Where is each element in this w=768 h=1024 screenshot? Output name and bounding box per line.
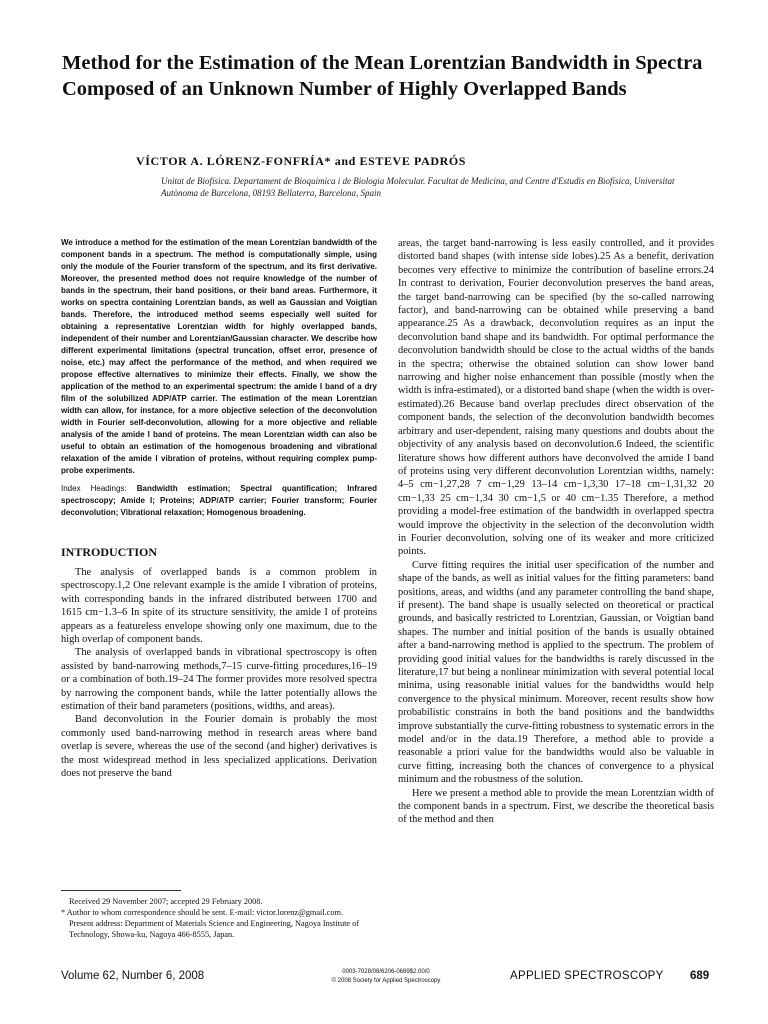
footnote-correspondence: * Author to whom correspondence should be sent. E-mail: victor.lorenz@gmail.com. Present address: Department of Materials Science and Engineering, Nagoya Institute of Technology, Showa-ku, Nagoya 466-8555, Japan.: [61, 908, 360, 939]
footer-copyright: © 2008 Society for Applied Spectroscopy: [331, 978, 441, 984]
body-paragraph: The analysis of overlapped bands is a common problem in spectroscopy.1,2 One relevant example is the amide I vibration of proteins, with corresponding bands in the infrared distributed between 1700 and 1615 cm−1.3–6 In spite of its structure sensitivity, the amide I of proteins appears as a featureless envelope showing only one maximum, due to the high overlap of component bands.: [61, 567, 377, 646]
footnotes: [61, 896, 361, 940]
footer-doi-block: [316, 968, 456, 986]
footnote-received: Received 29 November 2007; accepted 29 February 2008.: [69, 897, 263, 906]
footer-volume: Volume 62, Number 6, 2008: [61, 970, 205, 982]
body-paragraph: The analysis of overlapped bands in vibrational spectroscopy is often assisted by band-narrowing methods,7–15 curve-fitting procedures,16–19 or a combination of both.19–24 The former provides more resolved spectra by narrowing the component bands, while the latter potentially allows the estimation of their band parameters (positions, widths, and areas).: [61, 647, 377, 713]
left-column: [61, 237, 377, 781]
index-headings: [61, 483, 377, 519]
body-paragraph: Curve fitting requires the initial user specification of the number and shape of the bands, as well as initial values for the fitting parameters: band positions, areas, and widths (and any parameter controlling the band shape, if present). The band shape is usually selected on theoretical or practical grounds, and basically restricted to Lorentzian, Gaussian, or Voigtian band shapes. The number and initial position of the bands is usually obtained after a band-narrowing method is applied to the spectrum. The problem of providing good initial values for the bandwidths is rarely discussed in the literature,17 but being a nonlinear minimization with several potential local minima, using reasonable initial values for the bandwidths would help convergence to the physical minimum. Moreover, recent results show how probabilistic constrains in both the band positions and the bandwidths improve substantially the curve-fitting robustness to systematic errors in the model and/or in the data.19 Therefore, a method able to provide a reasonable a priori value for the bandwidths would also be valuable in curve fitting, increasing both the chances of convergence to a physical minimum and the robustness of the solution.: [398, 559, 714, 786]
index-headings-text: Bandwidth estimation; Spectral quantification; Infrared spectroscopy; Amide I; Proteins; ADP/ATP carrier; Fourier transform; Fourier deconvolution; Vibrational relaxation; Homogenous broadening.: [61, 484, 377, 517]
abstract: We introduce a method for the estimation of the mean Lorentzian bandwidth of the component bands in a spectrum. The method is computationally simple, using only the module of the Fourier transform of the spectrum, and its first derivative. Moreover, the presented method does not require knowledge of the number of bands in the spectrum, their band positions, or their band areas. Furthermore, it works on spectra containing Lorentzian bands, as well as Gaussian and Voigtian bands. Therefore, the introduced method seems especially well suited for obtaining a representative Lorentzian width for highly overlapped bands, independent of their number and Lorentzian/Gaussian character. We describe how different experimental limitations (spectral truncation, offset error, presence of noise, etc.) may affect the performance of the method, and when required we propose effective alternatives to minimize their effects. Finally, we show the application of the method to an experimental spectrum: the amide I band of a dry film of the solubilized ADP/ATP carrier. The estimation of the mean Lorentzian width can allow, for instance, for a more objective selection of the deconvolution width in Fourier self-deconvolution, allowing for a more objective and reliable analysis of the amide I band of proteins. The mean Lorentzian width can also be useful to obtain an estimation of the homogenous broadening and vibrational relaxation of the amide I vibration of proteins, without requiring complex pump-probe experiments.: [61, 238, 377, 475]
author-line: VÍCTOR A. LÓRENZ-FONFRÍA* and ESTEVE PADRÓS: [136, 154, 467, 168]
body-paragraph: Here we present a method able to provide the mean Lorentzian width of the component bands in a spectrum. First, we describe the theoretical basis of the method and then: [398, 787, 714, 826]
right-column: [398, 237, 714, 827]
footer-journal: APPLIED SPECTROSCOPY: [510, 970, 664, 982]
footer-doi: 0003-7028/08/6206-0689$2.00/0: [342, 969, 430, 975]
affiliation: Unitat de Biofísica. Departament de Bioquímica i de Biologia Molecular. Facultat de Medicina, and Centre d'Estudis en Biofísica, Universitat Autònoma de Barcelona, 08193 Bellaterra, Barcelona, Spain: [161, 176, 675, 198]
footnote-divider: [61, 890, 181, 891]
body-paragraph: Band deconvolution in the Fourier domain is probably the most commonly used band-narrowing method in research areas where band overlap is severe, whereas the use of the second (and higher) derivatives is the most widespread method in less specialized applications. Derivation does not preserve the band: [61, 714, 377, 780]
footer-page-number: 689: [690, 970, 710, 982]
article-title: Method for the Estimation of the Mean Lorentzian Bandwidth in Spectra Composed of an Unknown Number of Highly Overlapped Bands: [62, 52, 703, 100]
index-headings-label: Index Headings:: [61, 484, 127, 493]
body-paragraph: areas, the target band-narrowing is less easily controlled, and it provides distorted band shapes (with intense side lobes).25 As a benefit, derivation becomes very effective to minimize the contribution of baseline errors.24 In contrast to derivation, Fourier deconvolution preserves the band areas, the target band-narrowing can be specified (by the so-called narrowing factor), and band-narrowing can be obtained while preserving a band appearance.25 As a drawback, deconvolution requires as an input the deconvolution band shape and its bandwidth. For optimal performance the deconvolution bandwidth should be close to the actual widths of the bands in the spectra; otherwise the obtained solution can show lower band narrowing and higher noise enhancement than possible (mostly when the width is infra-estimated), or a distorted band shape (when the width is over-estimated).26 Because band overlap precludes direct observation of the component bands, the selection of the deconvolution bandwidth becomes arbitrary and user-dependent, raising many questions and doubts about the objectivity of any analysis based on deconvolution.6 Indeed, the scientific literature shows how different authors have deconvolved the amide I band of proteins using very different deconvolution Lorentzian widths, namely: 4–5 cm−1,27,28 7 cm−1,29 13–14 cm−1,3,30 17–18 cm−1,31,32 20 cm−1,33 25 cm−1,34 30 cm−1,5 or 40 cm−1.35 Therefore, a method providing a model-free estimation of the bandwidth in overlapped spectra would improve the objectivity in the selection of the deconvolution width in Fourier deconvolution, solving one of its weaker and more criticized points.: [398, 238, 714, 558]
section-heading-introduction: INTRODUCTION: [61, 545, 158, 559]
